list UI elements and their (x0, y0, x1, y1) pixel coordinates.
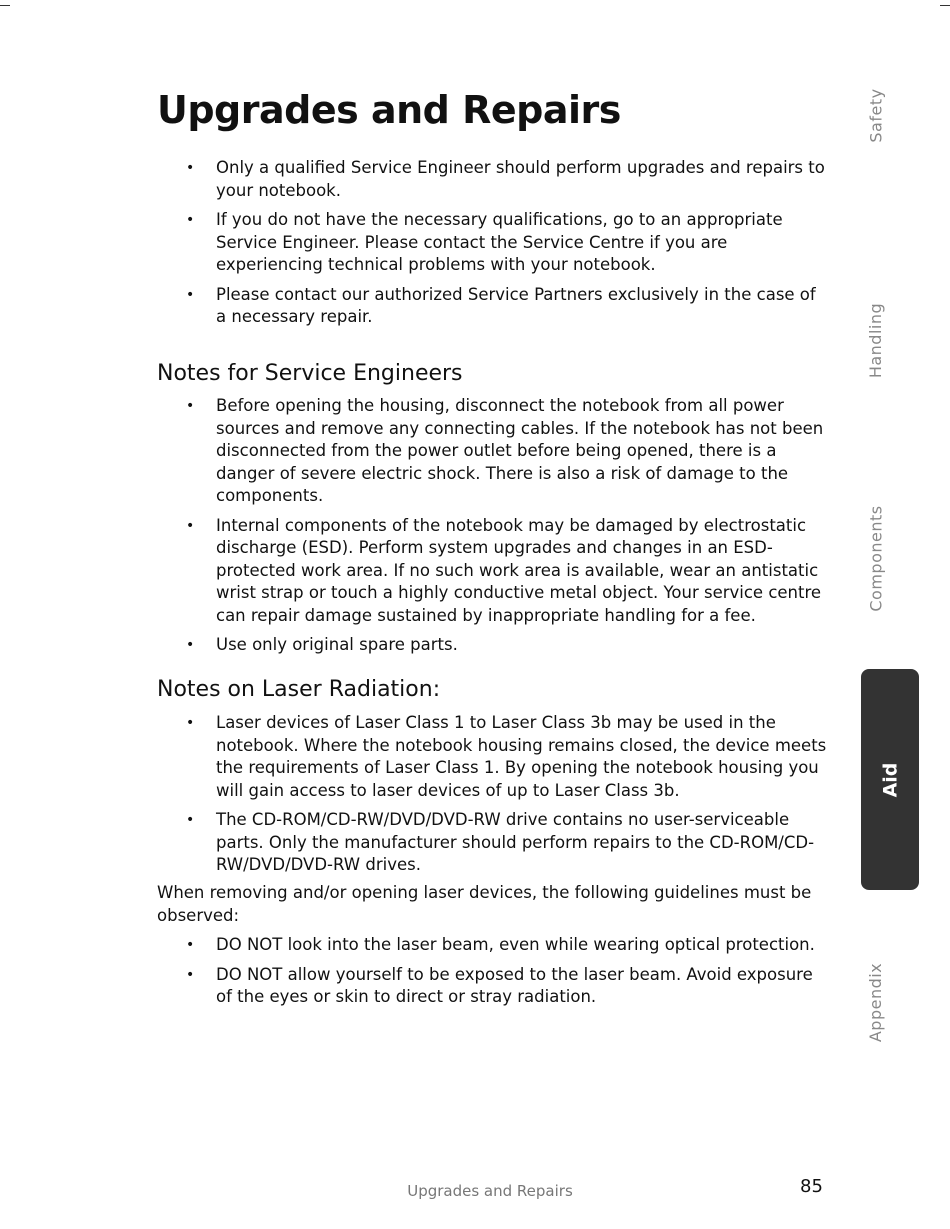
bullet-icon: • (186, 637, 195, 653)
list-item-text: The CD-ROM/CD-RW/DVD/DVD-RW drive contains no user-serviceable parts. Only the manufacturer should perform repairs to the CD-ROM/CD-RW/DVD/DVD-RW drives. (216, 810, 815, 874)
list-item (157, 395, 827, 508)
tab-safety-label: Safety (866, 87, 886, 143)
list-item (157, 934, 827, 957)
list-item-text: DO NOT look into the laser beam, even while wearing optical protection. (216, 935, 815, 954)
list-item (157, 209, 827, 277)
list-item (157, 809, 827, 877)
page-number: 85 (800, 1176, 823, 1197)
tab-components-label: Components (866, 504, 886, 612)
bullet-icon: • (186, 212, 195, 228)
section-heading-service: Notes for Service Engineers (157, 361, 463, 386)
laser-bullet-list (157, 712, 827, 884)
service-bullet-list (157, 395, 827, 664)
bullet-icon: • (186, 812, 195, 828)
list-item-text: Before opening the housing, disconnect the notebook from all power sources and remove any connecting cables. If the notebook has not been disconnected from the power outlet before being opened, there is a danger of severe electric shock. There is also a risk of damage to the components. (216, 396, 824, 505)
tab-handling-label: Handling (866, 302, 886, 378)
list-item (157, 515, 827, 628)
running-footer-title: Upgrades and Repairs (407, 1182, 573, 1200)
list-item-text: If you do not have the necessary qualifications, go to an appropriate Service Engineer. Please contact the Service Centre if you are experiencing technical problems with your notebook. (216, 210, 783, 274)
bullet-icon: • (186, 398, 195, 414)
guideline-intro: When removing and/or opening laser devices, the following guidelines must be observed: (157, 883, 812, 925)
page-title: Upgrades and Repairs (157, 88, 621, 132)
bullet-icon: • (186, 160, 195, 176)
tab-aid-label: Aid (878, 762, 901, 797)
list-item-text: DO NOT allow yourself to be exposed to the laser beam. Avoid exposure of the eyes or skin to direct or stray radiation. (216, 964, 813, 1006)
list-item-text: Laser devices of Laser Class 1 to Laser Class 3b may be used in the notebook. Where the notebook housing remains closed, the device meets the requirements of Laser Class 1. By opening the notebook housing you will gain access to laser devices of up to Laser Class 3b. (216, 713, 827, 800)
list-item (157, 712, 827, 802)
list-item (157, 284, 827, 329)
guideline-bullet-list (157, 934, 827, 1016)
tab-components (862, 498, 890, 618)
list-item (157, 964, 827, 1009)
list-item (157, 634, 827, 657)
bullet-icon: • (186, 517, 195, 534)
crop-mark-right (940, 5, 950, 6)
bullet-icon: • (186, 937, 195, 953)
bullet-icon: • (186, 286, 195, 303)
tab-aid (861, 669, 919, 890)
tab-handling (862, 295, 890, 385)
list-item-text: Please contact our authorized Service Partners exclusively in the case of a necessary repair. (216, 284, 816, 326)
list-item-text: Internal components of the notebook may be damaged by electrostatic discharge (ESD). Perform system upgrades and changes in an ESD-protected work area. If no such work area is available, wear an antistatic wrist strap or touch a highly conductive metal object. Your service centre can repair damage sustained by inappropriate handling for a fee. (216, 515, 822, 625)
crop-mark-left (0, 5, 10, 6)
list-item-text: Use only original spare parts. (216, 635, 458, 654)
section-heading-laser: Notes on Laser Radiation: (157, 677, 441, 702)
intro-bullet-list (157, 157, 827, 336)
tab-appendix-label: Appendix (866, 962, 886, 1043)
tab-appendix (862, 955, 890, 1050)
bullet-icon: • (186, 715, 195, 731)
tab-safety (862, 75, 890, 155)
list-item-text: Only a qualified Service Engineer should perform upgrades and repairs to your notebook. (216, 158, 825, 200)
bullet-icon: • (186, 966, 195, 983)
list-item (157, 157, 827, 202)
